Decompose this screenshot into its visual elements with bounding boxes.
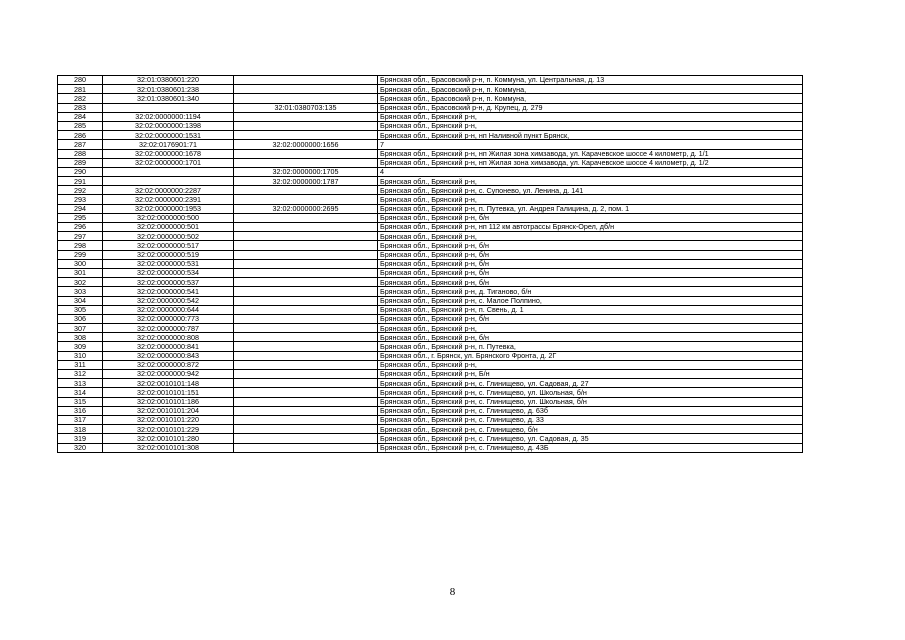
linked-cadastral-number	[234, 397, 378, 406]
cadastral-number: 32:02:0010101:204	[103, 406, 234, 415]
address-cell: Брянская обл., Брянский р-н, нп Жилая зона химзавода, ул. Карачевское шоссе 4 километр, д. 1/2	[378, 158, 803, 167]
address-cell: Брянская обл., Брянский р-н, с. Глинищево, д. 33	[378, 415, 803, 424]
address-cell: 7	[378, 140, 803, 149]
row-number: 284	[58, 112, 103, 121]
address-cell: Брянская обл., Брянский р-н, б/н	[378, 250, 803, 259]
table-row	[58, 232, 803, 241]
row-number: 312	[58, 370, 103, 379]
cadastral-number: 32:02:0000000:1398	[103, 121, 234, 130]
row-number: 293	[58, 195, 103, 204]
table-row	[58, 314, 803, 323]
cadastral-number: 32:02:0000000:2287	[103, 186, 234, 195]
linked-cadastral-number	[234, 94, 378, 103]
row-number: 311	[58, 360, 103, 369]
address-cell: Брянская обл., Брянский р-н,	[378, 360, 803, 369]
row-number: 320	[58, 443, 103, 452]
row-number: 292	[58, 186, 103, 195]
row-number: 294	[58, 204, 103, 213]
table-row	[58, 397, 803, 406]
cadastral-number: 32:01:0380601:340	[103, 94, 234, 103]
table-row	[58, 287, 803, 296]
row-number: 308	[58, 333, 103, 342]
address-cell: Брянская обл., Брянский р-н, б/н	[378, 268, 803, 277]
cadastral-number: 32:02:0010101:186	[103, 397, 234, 406]
cadastral-number: 32:02:0000000:541	[103, 287, 234, 296]
address-cell: Брянская обл., Брянский р-н,	[378, 112, 803, 121]
table-row	[58, 250, 803, 259]
cadastral-number: 32:02:0010101:148	[103, 379, 234, 388]
cadastral-number: 32:02:0000000:2391	[103, 195, 234, 204]
cadastral-number: 32:01:0380601:220	[103, 76, 234, 85]
table-row	[58, 186, 803, 195]
table-row	[58, 213, 803, 222]
cadastral-number	[103, 177, 234, 186]
cadastral-number: 32:02:0000000:644	[103, 305, 234, 314]
linked-cadastral-number: 32:02:0000000:1705	[234, 167, 378, 176]
cadastral-number: 32:02:0000000:542	[103, 296, 234, 305]
page-number: 8	[449, 586, 456, 598]
cadastral-number: 32:02:0000000:872	[103, 360, 234, 369]
address-cell: Брянская обл., Брянский р-н, п. Путевка, ул. Андрея Галицина, д. 2, пом. 1	[378, 204, 803, 213]
address-cell: Брянская обл., Брянский р-н, д. Тиганово, б/н	[378, 287, 803, 296]
cadastral-number: 32:02:0000000:808	[103, 333, 234, 342]
row-number: 287	[58, 140, 103, 149]
linked-cadastral-number	[234, 278, 378, 287]
cadastral-registry-table	[57, 75, 803, 453]
row-number: 295	[58, 213, 103, 222]
table-row	[58, 379, 803, 388]
table-row	[58, 204, 803, 213]
table-row	[58, 342, 803, 351]
table-row	[58, 333, 803, 342]
linked-cadastral-number	[234, 85, 378, 94]
linked-cadastral-number	[234, 195, 378, 204]
cadastral-number: 32:02:0000000:1701	[103, 158, 234, 167]
row-number: 305	[58, 305, 103, 314]
address-cell: Брянская обл., Брянский р-н, с. Глинищево, д. 43Б	[378, 443, 803, 452]
linked-cadastral-number	[234, 351, 378, 360]
linked-cadastral-number	[234, 121, 378, 130]
linked-cadastral-number	[234, 305, 378, 314]
linked-cadastral-number	[234, 296, 378, 305]
row-number: 283	[58, 103, 103, 112]
row-number: 296	[58, 223, 103, 232]
row-number: 304	[58, 296, 103, 305]
address-cell: Брянская обл., Брянский р-н, б/н	[378, 278, 803, 287]
row-number: 317	[58, 415, 103, 424]
cadastral-number: 32:01:0380601:238	[103, 85, 234, 94]
linked-cadastral-number	[234, 259, 378, 268]
cadastral-number: 32:02:0000000:502	[103, 232, 234, 241]
row-number: 313	[58, 379, 103, 388]
linked-cadastral-number	[234, 186, 378, 195]
linked-cadastral-number	[234, 342, 378, 351]
address-cell: Брянская обл., Брянский р-н, нп 112 км автотрассы Брянск-Орел, дб/н	[378, 223, 803, 232]
address-cell: Брянская обл., Брянский р-н, б/н	[378, 314, 803, 323]
cadastral-number: 32:02:0010101:151	[103, 388, 234, 397]
table-row	[58, 158, 803, 167]
address-cell: Брянская обл., Брянский р-н, с. Глинищево, ул. Школьная, б/н	[378, 388, 803, 397]
address-cell: Брянская обл., Брянский р-н, с. Глинищево, б/н	[378, 425, 803, 434]
linked-cadastral-number	[234, 223, 378, 232]
row-number: 301	[58, 268, 103, 277]
table-row	[58, 268, 803, 277]
row-number: 307	[58, 324, 103, 333]
cadastral-number: 32:02:0000000:531	[103, 259, 234, 268]
row-number: 310	[58, 351, 103, 360]
table-row	[58, 76, 803, 85]
address-cell: Брянская обл., Брянский р-н, б/н	[378, 333, 803, 342]
cadastral-number: 32:02:0000000:519	[103, 250, 234, 259]
row-number: 290	[58, 167, 103, 176]
linked-cadastral-number	[234, 112, 378, 121]
row-number: 298	[58, 241, 103, 250]
linked-cadastral-number	[234, 250, 378, 259]
address-cell: Брянская обл., Брасовский р-н, п. Коммуна,	[378, 94, 803, 103]
address-cell: Брянская обл., Брасовский р-н, д. Крупец, д. 279	[378, 103, 803, 112]
row-number: 315	[58, 397, 103, 406]
linked-cadastral-number	[234, 333, 378, 342]
table-row	[58, 121, 803, 130]
cadastral-number: 32:02:0000000:1953	[103, 204, 234, 213]
row-number: 285	[58, 121, 103, 130]
cadastral-number: 32:02:0010101:280	[103, 434, 234, 443]
linked-cadastral-number	[234, 232, 378, 241]
linked-cadastral-number: 32:02:0000000:2695	[234, 204, 378, 213]
linked-cadastral-number	[234, 360, 378, 369]
linked-cadastral-number: 32:02:0000000:1656	[234, 140, 378, 149]
table-row	[58, 360, 803, 369]
cadastral-number: 32:02:0000000:501	[103, 223, 234, 232]
linked-cadastral-number	[234, 388, 378, 397]
table-row	[58, 434, 803, 443]
address-cell: Брянская обл., Брянский р-н,	[378, 195, 803, 204]
table-row	[58, 370, 803, 379]
linked-cadastral-number	[234, 415, 378, 424]
linked-cadastral-number	[234, 76, 378, 85]
address-cell: Брянская обл., Брянский р-н,	[378, 324, 803, 333]
cadastral-number: 32:02:0000000:1531	[103, 131, 234, 140]
row-number: 319	[58, 434, 103, 443]
address-cell: Брянская обл., Брянский р-н, с. Глинищево, ул. Садовая, д. 27	[378, 379, 803, 388]
linked-cadastral-number	[234, 406, 378, 415]
cadastral-number: 32:02:0010101:220	[103, 415, 234, 424]
cadastral-number: 32:02:0000000:1678	[103, 149, 234, 158]
table-row	[58, 85, 803, 94]
address-cell: Брянская обл., Брянский р-н, нп Наливной пункт Брянск,	[378, 131, 803, 140]
row-number: 299	[58, 250, 103, 259]
linked-cadastral-number	[234, 287, 378, 296]
table-row	[58, 351, 803, 360]
table-row	[58, 140, 803, 149]
linked-cadastral-number	[234, 149, 378, 158]
table-row	[58, 94, 803, 103]
address-cell: Брянская обл., Брянский р-н, с. Глинищево, ул. Школьная, б/н	[378, 397, 803, 406]
address-cell: Брянская обл., Брянский р-н, с. Малое Полпино,	[378, 296, 803, 305]
row-number: 282	[58, 94, 103, 103]
address-cell: Брянская обл., Брянский р-н,	[378, 232, 803, 241]
row-number: 318	[58, 425, 103, 434]
linked-cadastral-number	[234, 425, 378, 434]
linked-cadastral-number	[234, 268, 378, 277]
table-row	[58, 443, 803, 452]
table-row	[58, 177, 803, 186]
address-cell: Брянская обл., Брянский р-н, нп Жилая зона химзавода, ул. Карачевское шоссе 4 километр, д. 1/1	[378, 149, 803, 158]
cadastral-number: 32:02:0010101:308	[103, 443, 234, 452]
row-number: 309	[58, 342, 103, 351]
linked-cadastral-number	[234, 379, 378, 388]
cadastral-number: 32:02:0000000:787	[103, 324, 234, 333]
row-number: 291	[58, 177, 103, 186]
address-cell: Брянская обл., Брянский р-н, б/н	[378, 241, 803, 250]
table-row	[58, 112, 803, 121]
table-row	[58, 149, 803, 158]
linked-cadastral-number: 32:01:0380703:135	[234, 103, 378, 112]
row-number: 280	[58, 76, 103, 85]
table-row	[58, 415, 803, 424]
row-number: 303	[58, 287, 103, 296]
table-row	[58, 223, 803, 232]
address-cell: Брянская обл., г. Брянск, ул. Брянского Фронта, д. 2Г	[378, 351, 803, 360]
row-number: 300	[58, 259, 103, 268]
table-row	[58, 195, 803, 204]
linked-cadastral-number	[234, 213, 378, 222]
linked-cadastral-number	[234, 324, 378, 333]
row-number: 297	[58, 232, 103, 241]
linked-cadastral-number	[234, 443, 378, 452]
cadastral-number: 32:02:0000000:1194	[103, 112, 234, 121]
table-row	[58, 425, 803, 434]
table-row	[58, 324, 803, 333]
address-cell: Брянская обл., Брасовский р-н, п. Коммуна,	[378, 85, 803, 94]
row-number: 286	[58, 131, 103, 140]
address-cell: Брянская обл., Брасовский р-н, п. Коммуна, ул. Центральная, д. 13	[378, 76, 803, 85]
address-cell: Брянская обл., Брянский р-н,	[378, 121, 803, 130]
cadastral-number: 32:02:0000000:942	[103, 370, 234, 379]
cadastral-number: 32:02:0000000:843	[103, 351, 234, 360]
cadastral-number: 32:02:0000000:517	[103, 241, 234, 250]
linked-cadastral-number	[234, 314, 378, 323]
row-number: 316	[58, 406, 103, 415]
table-row	[58, 259, 803, 268]
linked-cadastral-number	[234, 158, 378, 167]
row-number: 288	[58, 149, 103, 158]
address-cell: Брянская обл., Брянский р-н, Б/н	[378, 370, 803, 379]
linked-cadastral-number	[234, 434, 378, 443]
row-number: 302	[58, 278, 103, 287]
cadastral-number: 32:02:0000000:534	[103, 268, 234, 277]
cadastral-number	[103, 103, 234, 112]
table-row	[58, 131, 803, 140]
registry-table-body	[58, 76, 803, 453]
linked-cadastral-number: 32:02:0000000:1787	[234, 177, 378, 186]
address-cell: Брянская обл., Брянский р-н, б/н	[378, 213, 803, 222]
table-row	[58, 278, 803, 287]
address-cell: Брянская обл., Брянский р-н, п. Свень, д. 1	[378, 305, 803, 314]
linked-cadastral-number	[234, 131, 378, 140]
row-number: 281	[58, 85, 103, 94]
table-row	[58, 406, 803, 415]
address-cell: Брянская обл., Брянский р-н,	[378, 177, 803, 186]
cadastral-number: 32:02:0010101:229	[103, 425, 234, 434]
table-row	[58, 167, 803, 176]
linked-cadastral-number	[234, 241, 378, 250]
table-row	[58, 103, 803, 112]
cadastral-number: 32:02:0176901:71	[103, 140, 234, 149]
linked-cadastral-number	[234, 370, 378, 379]
address-cell: Брянская обл., Брянский р-н, с. Супонево, ул. Ленина, д. 141	[378, 186, 803, 195]
address-cell: Брянская обл., Брянский р-н, с. Глинищево, ул. Садовая, д. 35	[378, 434, 803, 443]
table-row	[58, 388, 803, 397]
cadastral-number: 32:02:0000000:773	[103, 314, 234, 323]
row-number: 289	[58, 158, 103, 167]
cadastral-number: 32:02:0000000:537	[103, 278, 234, 287]
address-cell: Брянская обл., Брянский р-н, п. Путевка,	[378, 342, 803, 351]
table-row	[58, 305, 803, 314]
table-row	[58, 241, 803, 250]
row-number: 306	[58, 314, 103, 323]
address-cell: 4	[378, 167, 803, 176]
cadastral-number: 32:02:0000000:500	[103, 213, 234, 222]
cadastral-number	[103, 167, 234, 176]
row-number: 314	[58, 388, 103, 397]
address-cell: Брянская обл., Брянский р-н, б/н	[378, 259, 803, 268]
cadastral-number: 32:02:0000000:841	[103, 342, 234, 351]
table-row	[58, 296, 803, 305]
address-cell: Брянская обл., Брянский р-н, с. Глинищево, д. 63б	[378, 406, 803, 415]
